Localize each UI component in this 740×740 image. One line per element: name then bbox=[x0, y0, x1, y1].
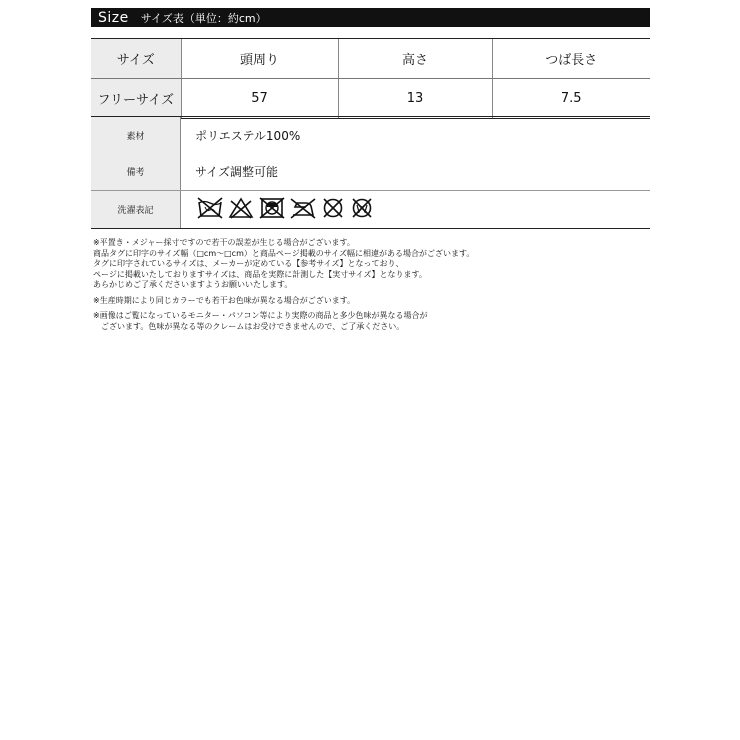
notes-section bbox=[93, 238, 653, 332]
brim-length-value: 7.5 bbox=[492, 79, 650, 119]
product-spec-section bbox=[91, 116, 650, 229]
note-line: ※平置き・メジャー採寸ですので若干の誤差が生じる場合がございます。 bbox=[93, 238, 355, 247]
care-label: 洗濯表記 bbox=[117, 205, 154, 216]
note-line: ページに掲載いたしておりますサイズは、商品を実際に計測した【実寸サイズ】となります。 bbox=[93, 269, 427, 279]
brim-length-column-header: つば長さ bbox=[492, 39, 650, 79]
height-value: 13 bbox=[338, 79, 492, 119]
size-column-header: サイズ bbox=[91, 39, 181, 79]
head-circumference-value: 57 bbox=[181, 79, 338, 119]
note-line: タグに印字されているサイズは、メーカーが定めている【参考サイズ】となっており、 bbox=[93, 259, 404, 268]
iron-prohibited-icon bbox=[290, 197, 316, 219]
size-chart-unit-label: サイズ表（単位：約cm） bbox=[140, 11, 267, 25]
remarks-value: サイズ調整可能 bbox=[195, 165, 279, 179]
material-value: ポリエステル100% bbox=[195, 129, 301, 143]
wet-clean-prohibited-icon bbox=[350, 197, 374, 219]
height-column-header: 高さ bbox=[338, 39, 492, 79]
care-icons-row bbox=[197, 196, 379, 220]
bleach-prohibited-icon bbox=[228, 197, 254, 219]
note-line: 商品タグに印字のサイズ幅（□cm〜□cm）と商品ページ掲載のサイズ幅に相違がある場合がございます。 bbox=[93, 248, 475, 258]
tumble-dry-prohibited-icon bbox=[259, 197, 285, 219]
size-chart-title: Size bbox=[98, 9, 129, 26]
size-name-cell: フリーサイズ bbox=[91, 79, 181, 119]
head-circumference-column-header: 頭周り bbox=[181, 39, 338, 79]
size-chart-title-bar bbox=[91, 8, 650, 27]
size-table bbox=[91, 38, 650, 119]
note-line: ※生産時期により同じカラーでも若干お色味が異なる場合がございます。 bbox=[93, 295, 356, 305]
dry-clean-prohibited-icon bbox=[321, 197, 345, 219]
hand-wash-prohibited-icon bbox=[197, 197, 223, 219]
note-line: あらかじめご了承くださいますようお願いいたします。 bbox=[93, 280, 293, 289]
size-table-header-row bbox=[91, 39, 650, 79]
note-line: ございます。色味が異なる等のクレームはお受けできませんので、ご了承ください。 bbox=[93, 321, 405, 331]
remarks-label: 備考 bbox=[126, 167, 145, 178]
table-row bbox=[91, 79, 650, 119]
material-label: 素材 bbox=[126, 131, 145, 142]
note-line: ※画像はご覧になっているモニター・パソコン等により実際の商品と多少色味が異なる場合が bbox=[93, 311, 428, 320]
